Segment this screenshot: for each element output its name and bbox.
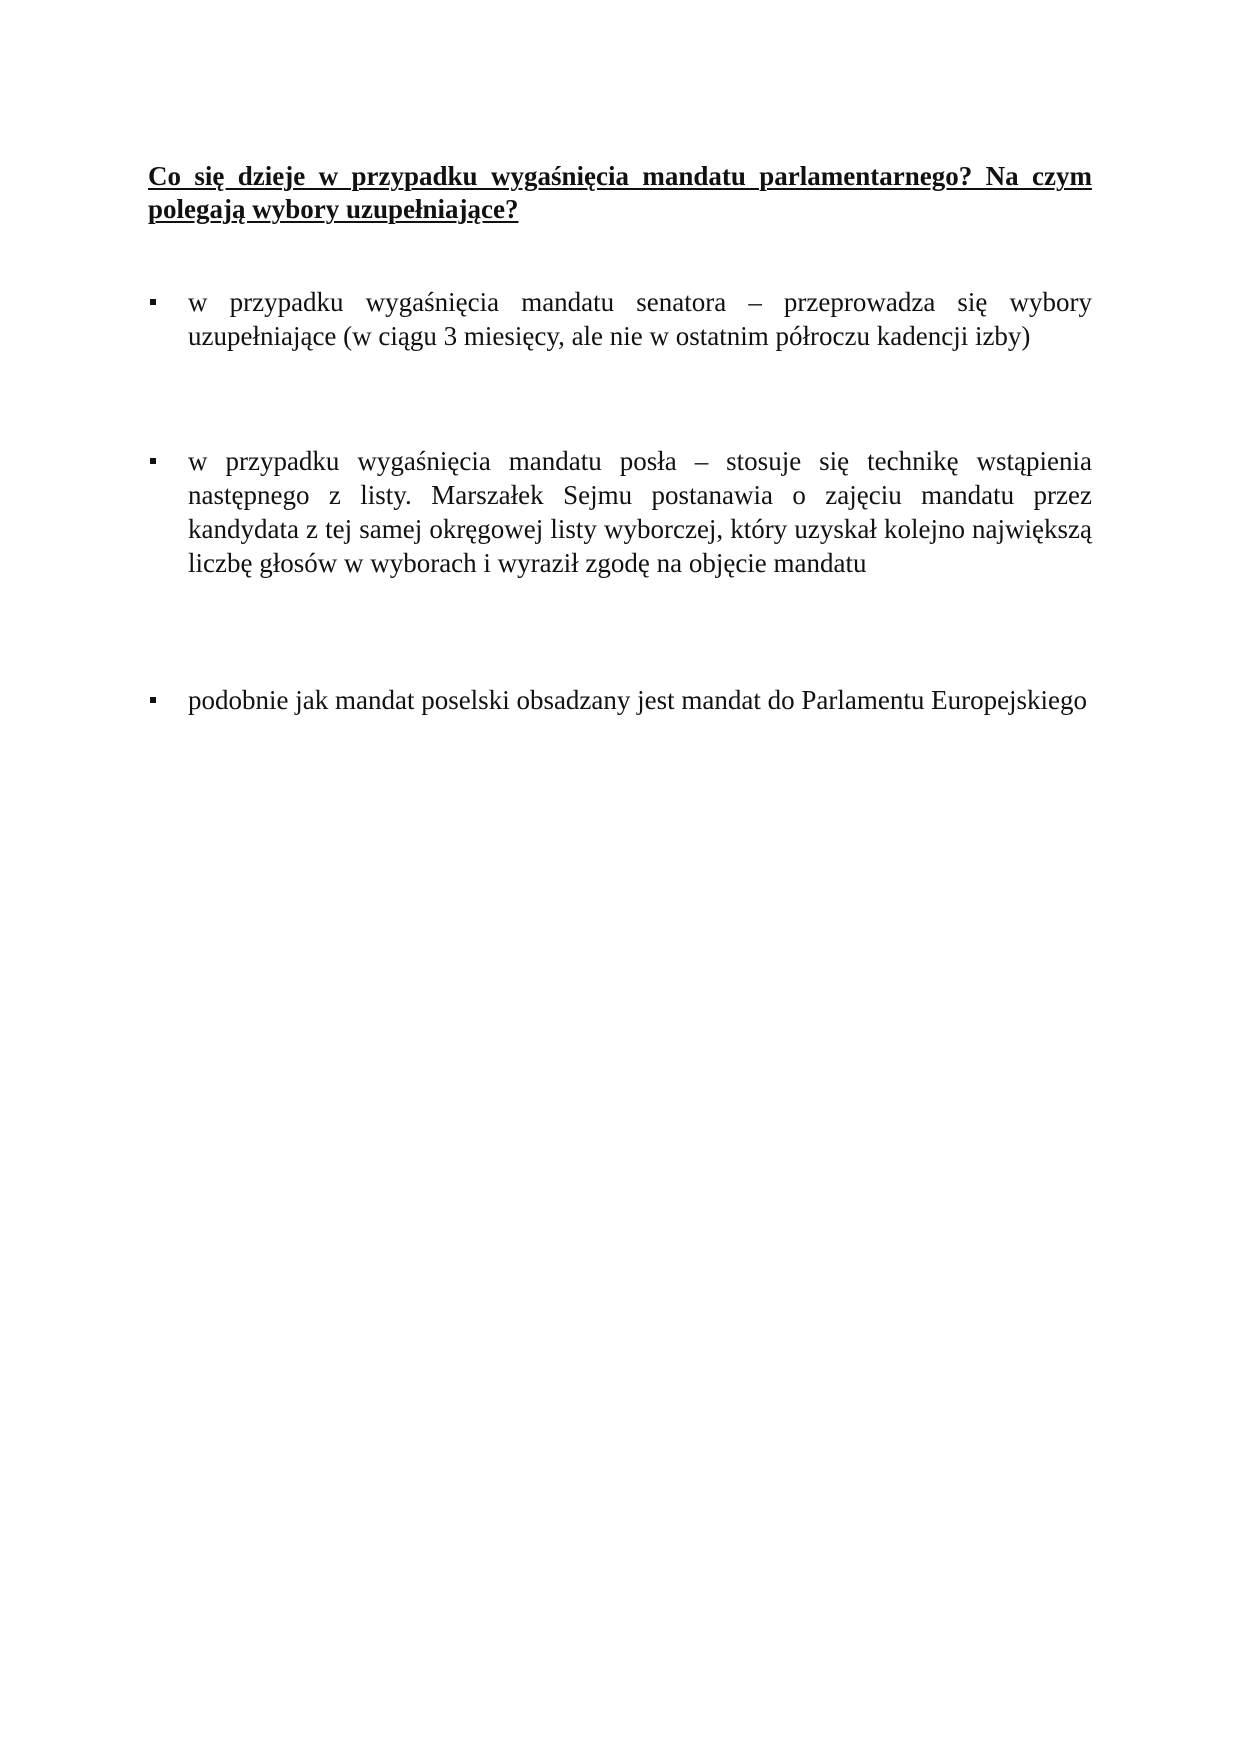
bullet-icon bbox=[150, 697, 156, 703]
bullet-list-3 bbox=[148, 683, 1092, 717]
page-title: Co się dzieje w przypadku wygaśnięcia mandatu parlamentarnego? Na czym polegają wybory uzupełniające? bbox=[148, 161, 1092, 224]
list-item-text: w przypadku wygaśnięcia mandatu senatora – przeprowadza się wybory uzupełniające (w ciągu 3 miesięcy, ale nie w ostatnim półroczu kadencji izby) bbox=[188, 287, 1092, 351]
list-item-text: podobnie jak mandat poselski obsadzany jest mandat do Parlamentu Europejskiego bbox=[188, 685, 1088, 715]
list-item bbox=[148, 683, 1092, 717]
bullet-list-2 bbox=[148, 444, 1092, 580]
list-item-text: w przypadku wygaśnięcia mandatu posła – stosuje się technikę wstąpienia następnego z listy. Marszałek Sejmu postanawia o zajęciu mandatu przez kandydata z tej samej okręgowej listy wyborczej, który uzyskał kolejno największą liczbę głosów w wyborach i wyraził zgodę na objęcie mandatu bbox=[188, 446, 1092, 578]
list-item bbox=[148, 285, 1092, 353]
bullet-icon bbox=[150, 458, 156, 464]
bullet-icon bbox=[150, 299, 156, 305]
bullet-list-1 bbox=[148, 285, 1092, 353]
list-item bbox=[148, 444, 1092, 580]
